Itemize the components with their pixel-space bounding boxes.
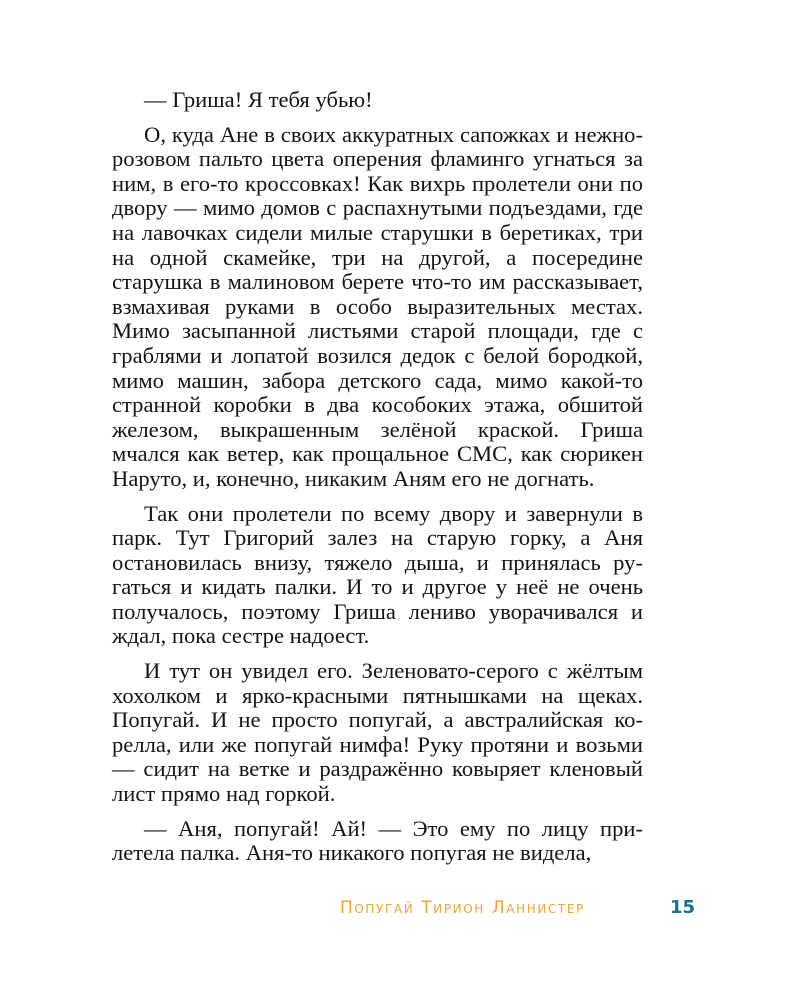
- page-number: 15: [670, 897, 696, 918]
- body-text: [112, 88, 643, 866]
- paragraph-4: И тут он увидел его. Зеленовато-серого с жёлтым хохолком и ярко-красными пятнышками на щеках. Попугай. И не просто попугай, а австралийская корелла, или же попугай нимфа! Руку протяни и возьми — сидит на ветке и раздражённо ковыряет кленовый лист прямо над горкой.: [112, 658, 643, 807]
- running-title: Попугай Тирион Ланнистер: [340, 898, 585, 918]
- paragraph-1: — Гриша! Я тебя убью!: [144, 87, 373, 112]
- paragraph-2: О, куда Ане в своих аккуратных сапожках и нежно-розовом пальто цвета оперения фламинго угнаться за ним, в его-то кроссовках! Как вихрь пролетели они по двору — мимо домов с распахнутыми подъездами, где на лавочках сидели милые старушки в беретиках, три на одной скамейке, три на другой, а посередине старушка в малиновом берете что-то им рассказывает, взмахивая руками в особо выразительных местах. Мимо засыпанной листьями старой площади, где с граблями и лопатой возился дедок с белой бородкой, мимо машин, забора детского сада, мимо какой-то странной коробки в два кособоких этажа, обшитой железом, выкрашенным зелёной краской. Гриша мчался как ветер, как прощальное СМС, как сюрикен Наруто, и, конечно, никаким Аням его не догнать.: [112, 121, 643, 491]
- paragraph-5: — Аня, попугай! Ай! — Это ему по лицу прилетела палка. Аня-то никакого попугая не видела,: [112, 815, 643, 866]
- paragraph-3: Так они пролетели по всему двору и завернули в парк. Тут Григорий залез на старую горку, а Аня остановилась внизу, тяжело дыша, и принялась ругаться и кидать палки. И то и другое у неё не очень получалось, поэтому Гриша лениво уворачивался и ждал, пока сестре надоест.: [112, 500, 643, 649]
